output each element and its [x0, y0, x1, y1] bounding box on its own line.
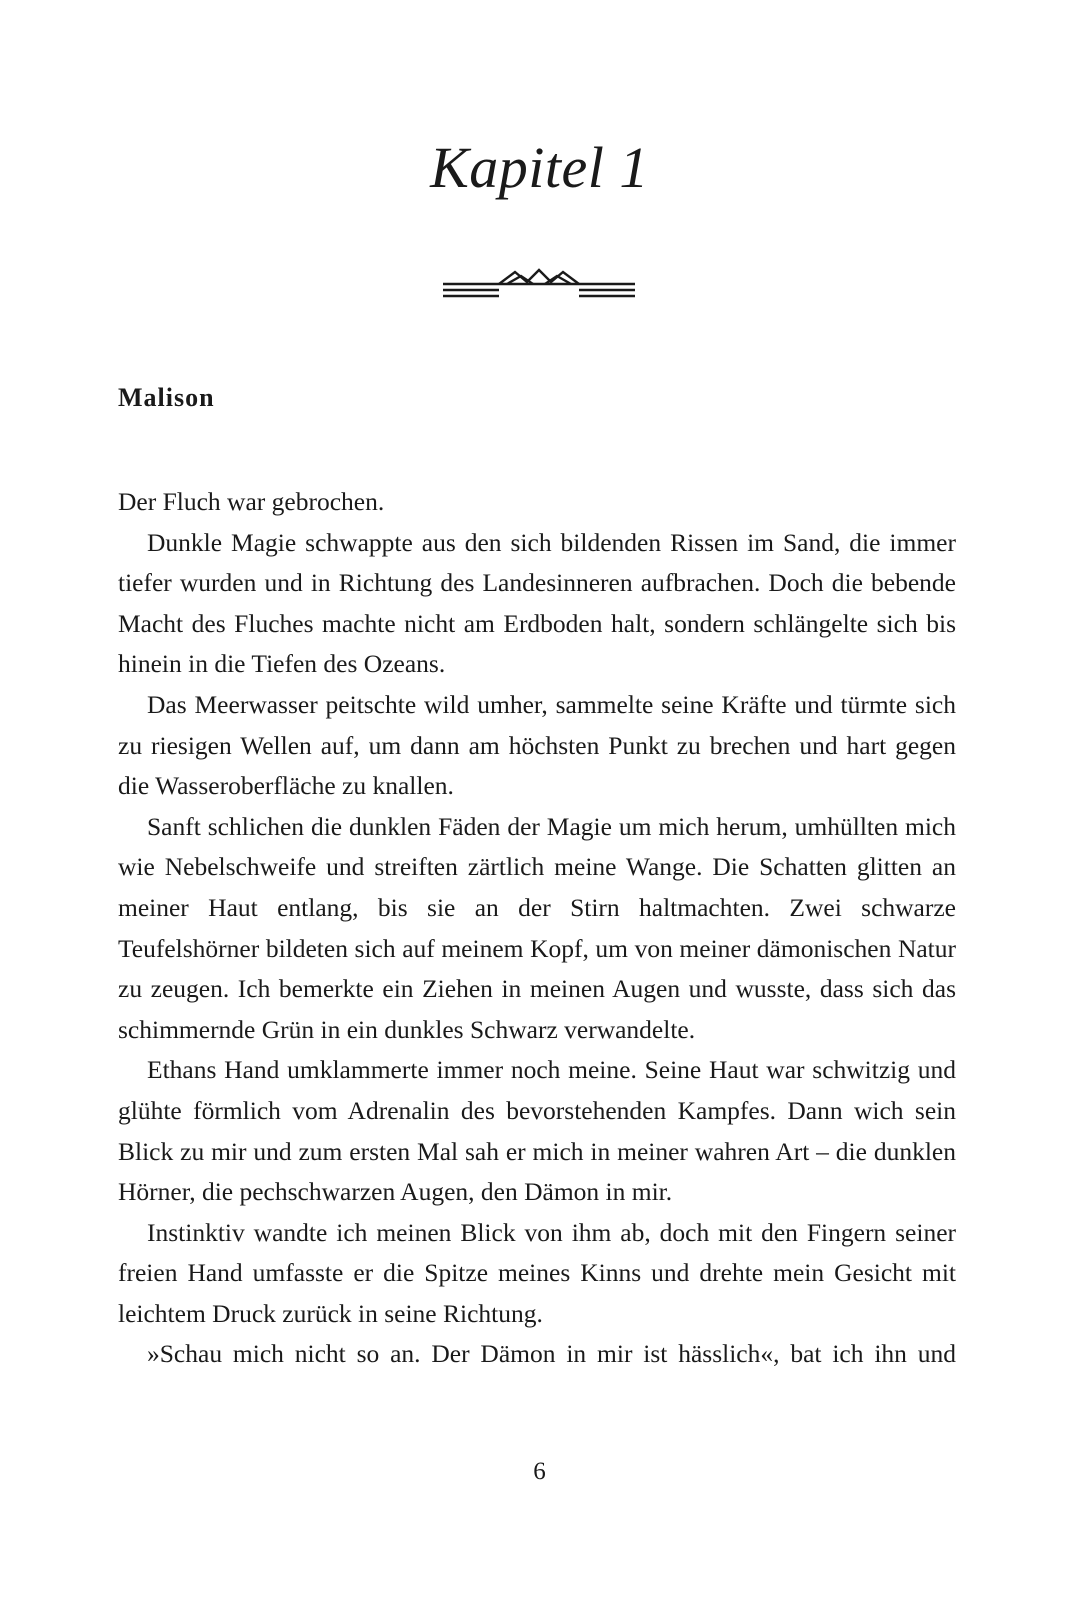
paragraph: Dunkle Magie schwappte aus den sich bildenden Rissen im Sand, die immer tiefer wurden und in Richtung des Landesinneren aufbrachen. Doch die bebende Macht des Fluches machte nicht am Erdboden halt, sondern schlängelte sich bis hinein in die Tiefen des Ozeans.	[118, 527, 956, 679]
mountain-divider-icon	[443, 268, 635, 302]
paragraph: Das Meerwasser peitschte wild umher, sammelte seine Kräfte und türmte sich zu riesigen Wellen auf, um dann am höchsten Punkt zu brechen und hart gegen die Wasseroberfläche zu knallen.	[118, 689, 956, 801]
paragraph: Der Fluch war gebrochen.	[118, 487, 385, 516]
paragraph: »Schau mich nicht so an. Der Dämon in mir ist hässlich«, bat ich ihn und	[147, 1339, 956, 1369]
pov-heading: Malison	[118, 383, 215, 412]
chapter-body-text	[118, 482, 956, 1375]
paragraph: Sanft schlichen die dunklen Fäden der Magie um mich herum, umhüllten mich wie Nebelschweife und streiften zärtlich meine Wange. Die Schatten glitten an meiner Haut entlang, bis sie an der Stirn haltmachten. Zwei schwarze Teufelshörner bildeten sich auf meinem Kopf, um von meiner dämonischen Natur zu zeugen. Ich bemerkte ein Ziehen in meinen Augen und wusste, dass sich das schimmernde Grün in ein dunkles Schwarz verwandelte.	[118, 811, 956, 1044]
paragraph: Instinktiv wandte ich meinen Blick von ihm ab, doch mit den Fingern seiner freien Hand umfasste er die Spitze meines Kinns und drehte mein Gesicht mit leichtem Druck zurück in seine Richtung.	[118, 1217, 956, 1328]
paragraph: Ethans Hand umklammerte immer noch meine. Seine Haut war schwitzig und glühte förmlich vom Adrenalin des bevorstehenden Kampfes. Dann wich sein Blick zu mir und zum ersten Mal sah er mich in meiner wahren Art – die dunklen Hörner, die pechschwarzen Augen, den Dämon in mir.	[118, 1055, 956, 1207]
page-number: 6	[533, 1458, 546, 1485]
chapter-title: Kapitel 1	[430, 135, 649, 200]
